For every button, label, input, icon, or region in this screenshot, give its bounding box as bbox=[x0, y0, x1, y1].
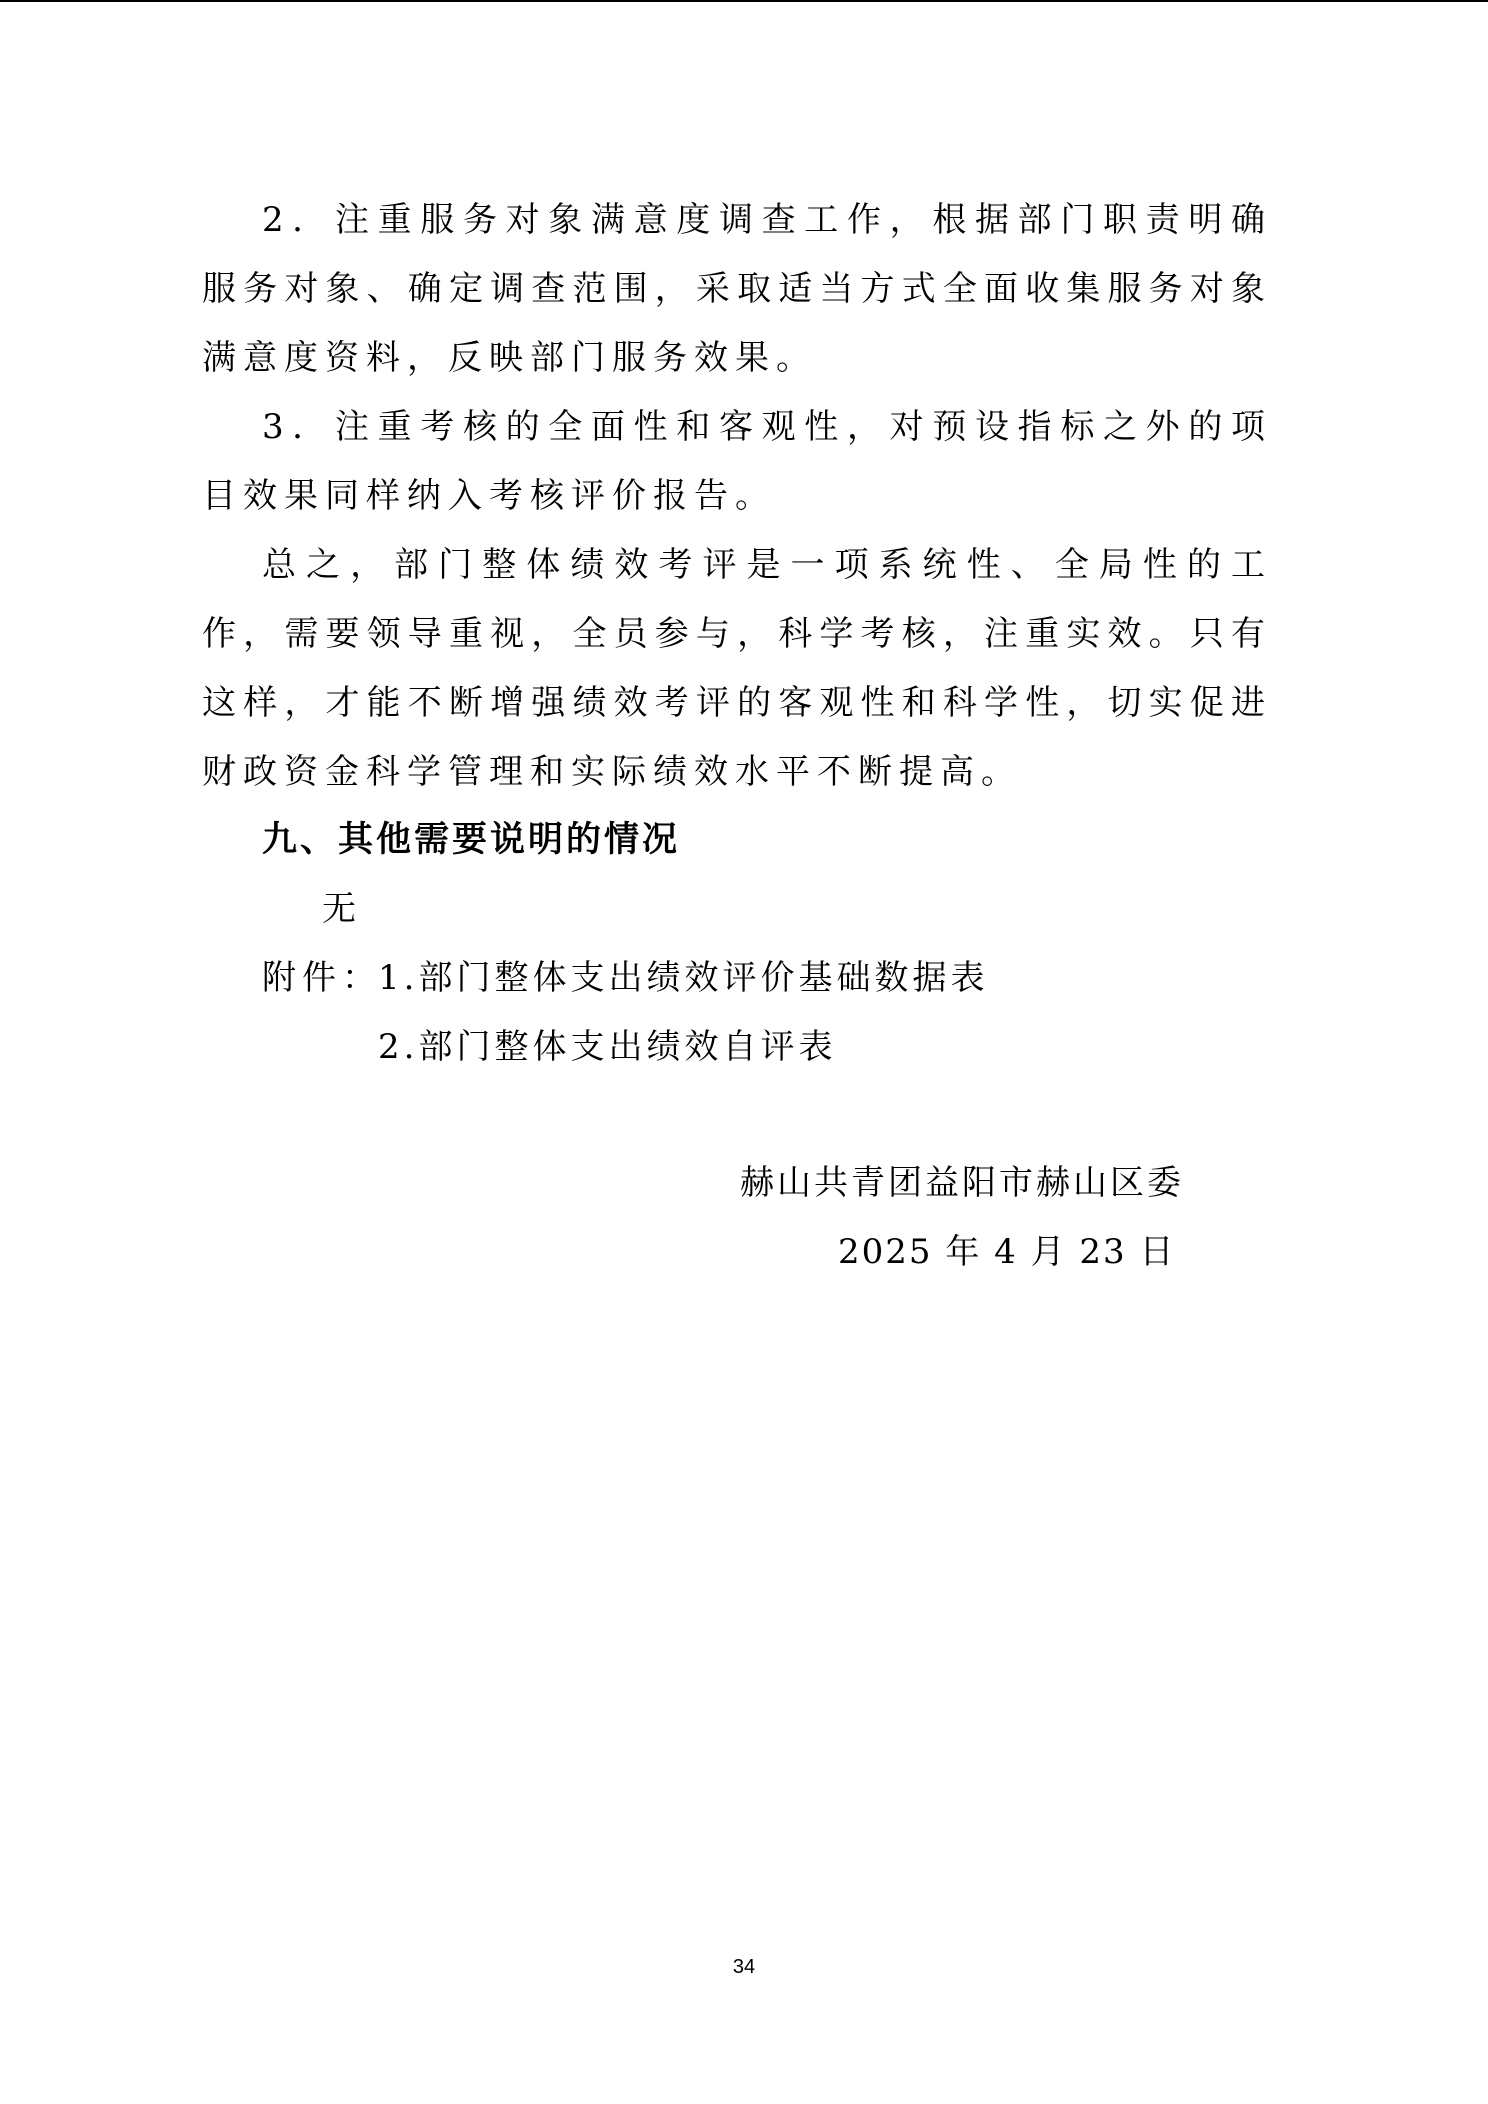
attachment-item: 1.部门整体支出绩效评价基础数据表 bbox=[378, 958, 989, 998]
signature-date: 2025 年 4 月 23 日 bbox=[838, 1232, 1176, 1272]
attachment-item: 2.部门整体支出绩效自评表 bbox=[378, 1027, 837, 1067]
paragraph-summary: 总之，部门整体绩效考评是一项系统性、全局性的工作，需要领导重视，全员参与，科学考核，注重实效。只有这样，才能不断增强绩效考评的客观性和科学性，切实促进财政资金科学管理和实际绩效水平不断提高。 bbox=[202, 545, 1272, 792]
paragraph-survey: 2．注重服务对象满意度调查工作，根据部门职责明确服务对象、确定调查范围，采取适当方式全面收集服务对象满意度资料，反映部门服务效果。 bbox=[202, 200, 1272, 378]
paragraph-objectivity: 3．注重考核的全面性和客观性，对预设指标之外的项目效果同样纳入考核评价报告。 bbox=[202, 407, 1272, 516]
signature-organization: 赫山共青团益阳市赫山区委 bbox=[740, 1163, 1184, 1203]
section-content: 无 bbox=[322, 889, 362, 929]
attachments-label: 附件： bbox=[262, 958, 382, 998]
section-heading: 九、其他需要说明的情况 bbox=[262, 820, 681, 860]
page-number: 34 bbox=[732, 1956, 756, 1978]
